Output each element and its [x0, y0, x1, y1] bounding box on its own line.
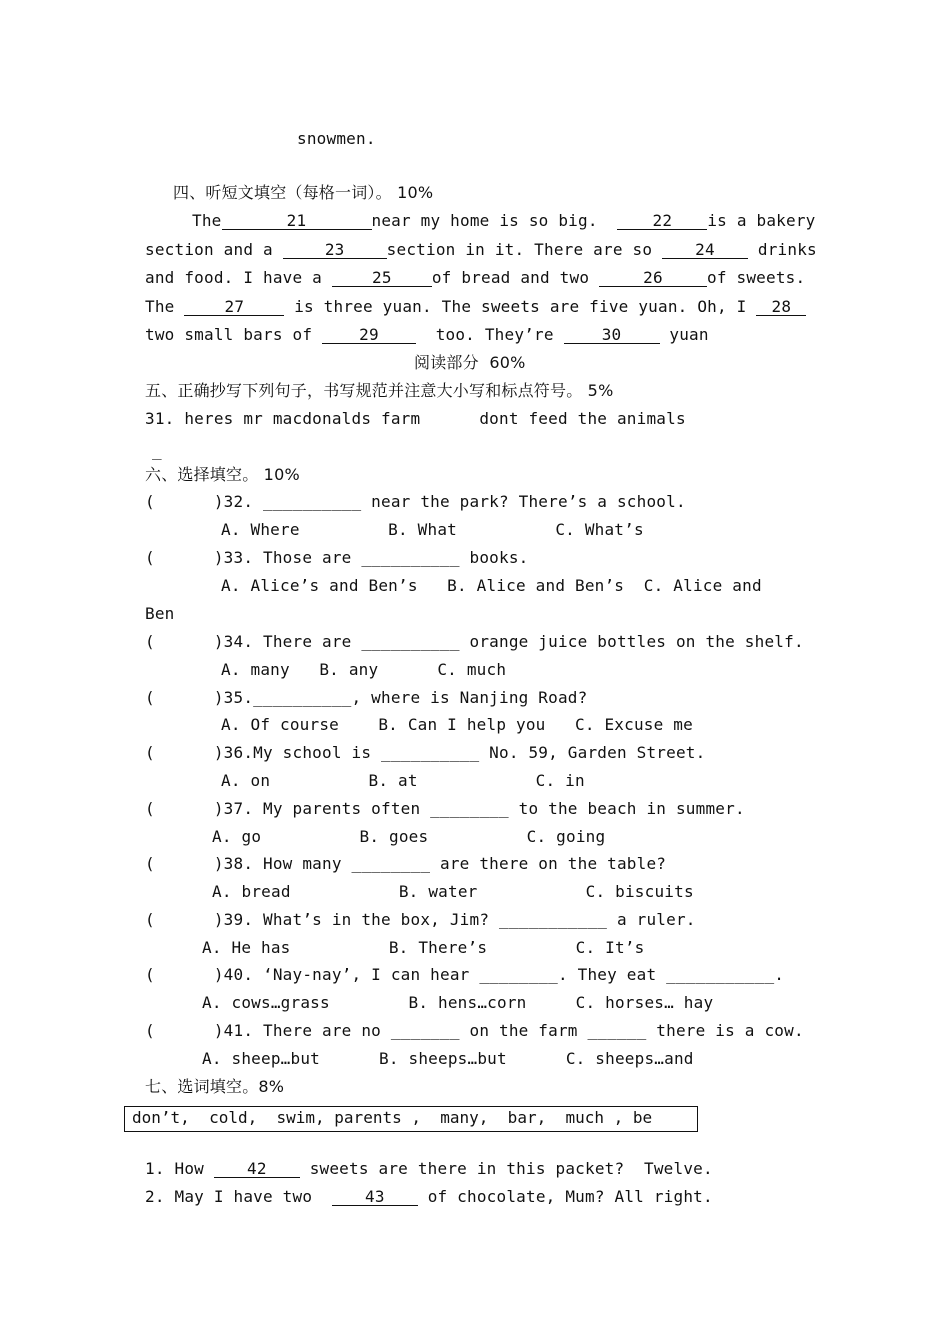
passage-line-4: The 27 is three yuan. The sweets are five yuan. Oh, I 28: [145, 297, 806, 317]
question-32: ( )32. __________ near the park? There’s a school.: [145, 492, 686, 511]
options-32: A. Where B. What C. What’s: [221, 520, 644, 539]
blank-26[interactable]: 26: [599, 268, 707, 287]
question-33: ( )33. Those are __________ books.: [145, 548, 529, 567]
blank-24[interactable]: 24: [662, 240, 748, 259]
options-41: A. sheep…but B. sheeps…but C. sheeps…and: [202, 1049, 694, 1068]
reading-heading: 阅读部分 60%: [414, 353, 526, 372]
blank-25[interactable]: 25: [332, 268, 432, 287]
options-36: A. on B. at C. in: [221, 771, 585, 790]
fill-item-1: 1. How 42 sweets are there in this packet? Twelve.: [145, 1159, 713, 1178]
top-fragment: snowmen.: [297, 129, 376, 148]
options-33: A. Alice’s and Ben’s B. Alice and Ben’s C. Alice and: [221, 576, 762, 595]
options-35: A. Of course B. Can I help you C. Excuse me: [221, 715, 693, 734]
passage-line-2: section and a 23 section in it. There are so 24 drinks: [145, 240, 817, 259]
blank-28[interactable]: 28: [756, 297, 806, 316]
section6-heading: 六、选择填空。 10%: [145, 465, 300, 484]
blank-43[interactable]: 43: [332, 1187, 418, 1206]
fill-item-2: 2. May I have two 43 of chocolate, Mum? All right.: [145, 1187, 713, 1206]
question-38: ( )38. How many ________ are there on the table?: [145, 854, 667, 873]
answer-mark: _: [152, 441, 162, 460]
question-39: ( )39. What’s in the box, Jim? ___________ a ruler.: [145, 910, 696, 929]
passage-line-3: and food. I have a 25 of bread and two 26 of sweets.: [145, 268, 806, 287]
blank-42[interactable]: 42: [214, 1159, 300, 1178]
options-33-wrap: Ben: [145, 604, 175, 623]
passage-line-1: The 21 near my home is so big. 22 is a bakery: [192, 211, 816, 230]
blank-21[interactable]: 21: [222, 211, 372, 230]
question-37: ( )37. My parents often ________ to the beach in summer.: [145, 799, 745, 818]
blank-22[interactable]: 22: [617, 211, 707, 230]
question-41: ( )41. There are no _______ on the farm ______ there is a cow.: [145, 1021, 804, 1040]
passage-line-5: two small bars of 29 too. They’re 30 yuan: [145, 325, 709, 344]
word-bank-box: don’t, cold, swim, parents , many, bar, much , be: [124, 1106, 698, 1132]
blank-23[interactable]: 23: [283, 240, 387, 259]
options-37: A. go B. goes C. going: [212, 827, 606, 846]
blank-30[interactable]: 30: [564, 325, 660, 344]
question-31: 31. heres mr macdonalds farm dont feed the animals: [145, 409, 686, 428]
options-40: A. cows…grass B. hens…corn C. horses… hay: [202, 993, 714, 1012]
question-40: ( )40. ‘Nay-nay’, I can hear ________. They eat ___________.: [145, 965, 785, 984]
options-34: A. many B. any C. much: [221, 660, 507, 679]
question-36: ( )36.My school is __________ No. 59, Garden Street.: [145, 743, 706, 762]
options-38: A. bread B. water C. biscuits: [212, 882, 694, 901]
blank-29[interactable]: 29: [322, 325, 416, 344]
section7-heading: 七、选词填空。8%: [145, 1077, 285, 1096]
section4-heading: 四、听短文填空（每格一词）。 10%: [173, 183, 434, 202]
blank-27[interactable]: 27: [184, 297, 284, 316]
options-39: A. He has B. There’s C. It’s: [202, 938, 645, 957]
question-34: ( )34. There are __________ orange juice bottles on the shelf.: [145, 632, 804, 651]
question-35: ( )35.__________, where is Nanjing Road?: [145, 688, 588, 707]
section5-heading: 五、正确抄写下列句子，书写规范并注意大小写和标点符号。 5%: [145, 381, 614, 400]
